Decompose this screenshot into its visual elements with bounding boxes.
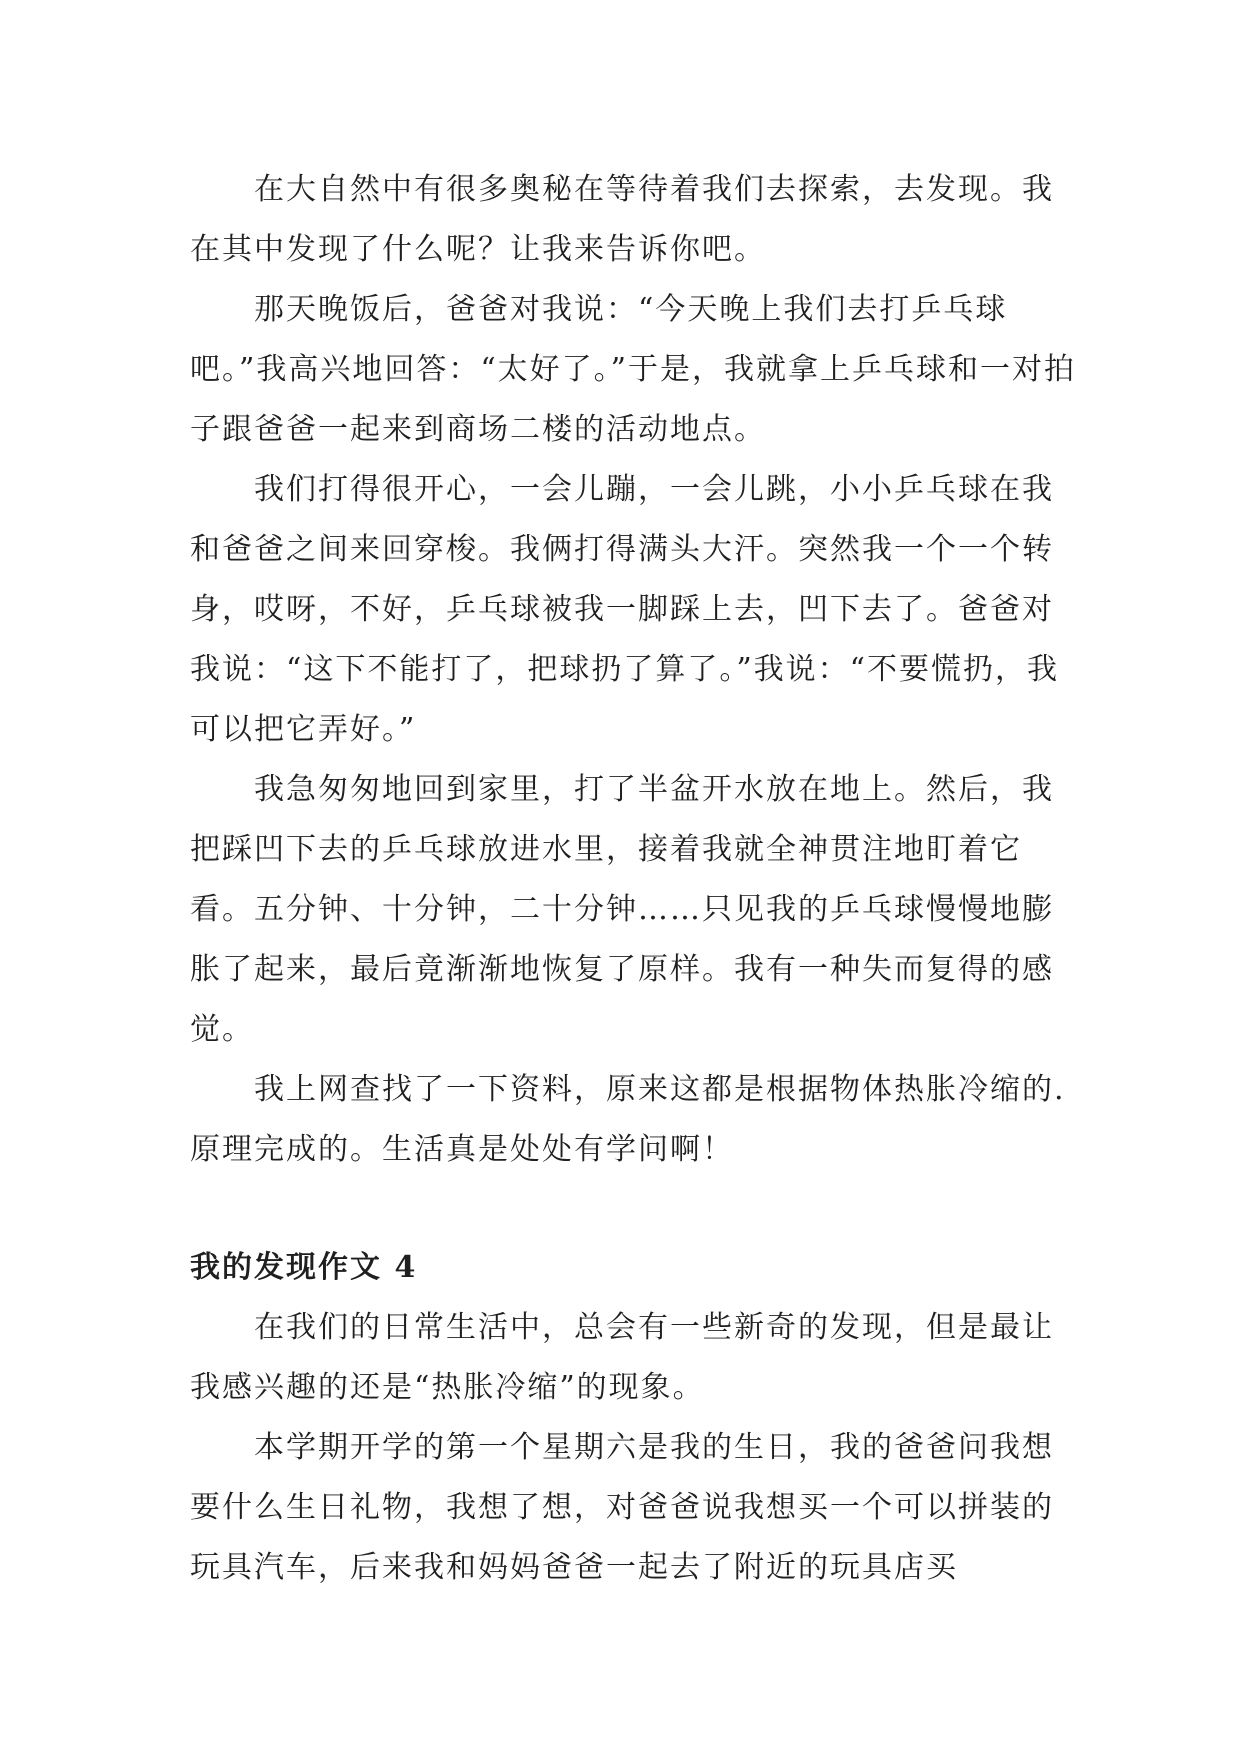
section-heading: 我的发现作文 4 bbox=[190, 1250, 418, 1285]
paragraph: 那天晚饭后，爸爸对我说：“今天晚上我们去打乒乓球吧。”我高兴地回答：“太好了。”于是，我就拿上乒乓球和一对拍子跟爸爸一起来到商场二楼的活动地点。 bbox=[190, 292, 1077, 447]
paragraph: 我急匆匆地回到家里，打了半盆开水放在地上。然后，我把踩凹下去的乒乓球放进水里，接着我就全神贯注地盯着它看。五分钟、十分钟，二十分钟……只见我的乒乓球慢慢地膨胀了起来，最后竟渐渐地恢复了原样。我有一种失而复得的感觉。 bbox=[190, 772, 1054, 1047]
document-body bbox=[190, 160, 1080, 1598]
paragraph: 在我们的日常生活中，总会有一些新奇的发现，但是最让我感兴趣的还是“热胀冷缩”的现象。 bbox=[190, 1310, 1054, 1405]
paragraph: 在大自然中有很多奥秘在等待着我们去探索，去发现。我在其中发现了什么呢？让我来告诉你吧。 bbox=[190, 172, 1054, 267]
paragraph: 本学期开学的第一个星期六是我的生日，我的爸爸问我想要什么生日礼物，我想了想，对爸爸说我想买一个可以拼装的玩具汽车，后来我和妈妈爸爸一起去了附近的玩具店买 bbox=[190, 1430, 1054, 1585]
paragraph: 我上网查找了一下资料，原来这都是根据物体热胀冷缩的.原理完成的。生活真是处处有学问啊！ bbox=[190, 1072, 1066, 1167]
paragraph: 我们打得很开心，一会儿蹦，一会儿跳，小小乒乓球在我和爸爸之间来回穿梭。我俩打得满头大汗。突然我一个一个转身，哎呀，不好，乒乓球被我一脚踩上去，凹下去了。爸爸对我说：“这下不能打了，把球扔了算了。”我说：“不要慌扔，我可以把它弄好。” bbox=[190, 472, 1060, 747]
